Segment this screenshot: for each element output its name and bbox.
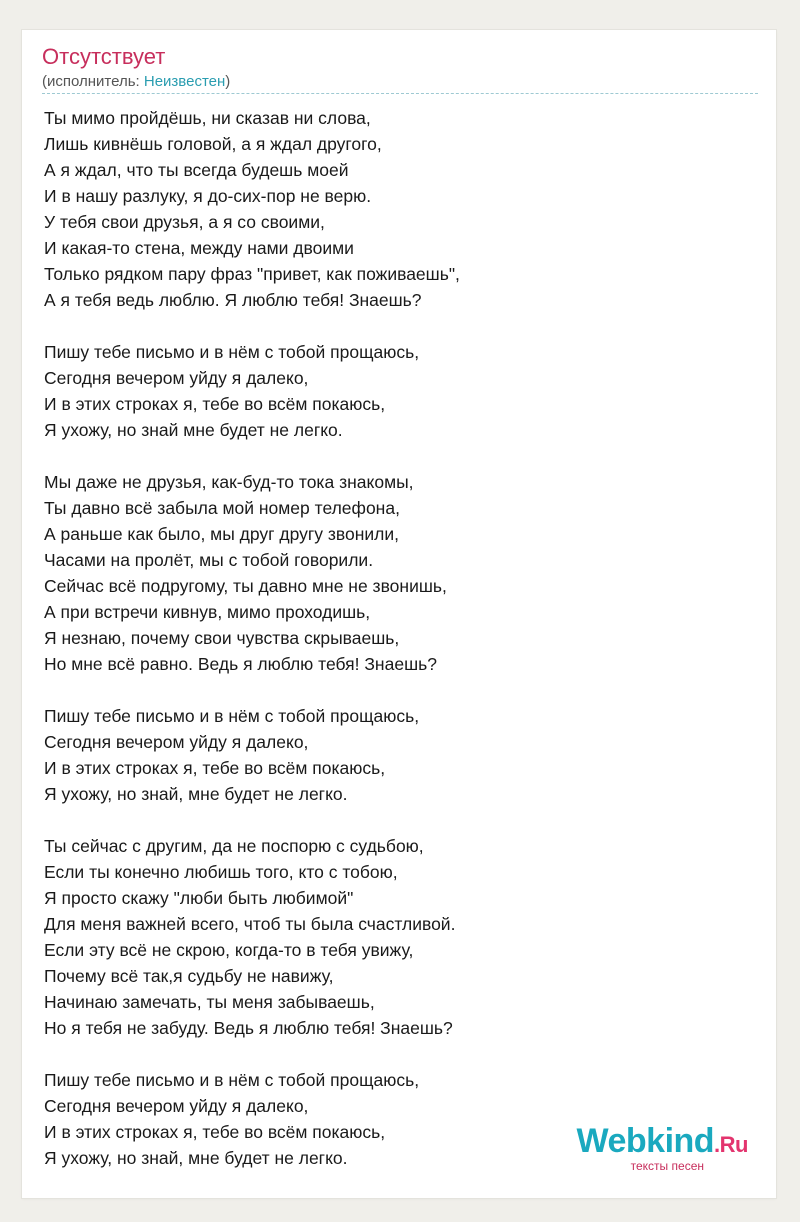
lyric-line: А я ждал, что ты всегда будешь моей: [44, 160, 349, 180]
lyric-line: И в этих строках я, тебе во всём покаюсь,: [44, 758, 386, 778]
lyric-line: Я ухожу, но знай, мне будет не легко.: [44, 784, 348, 804]
lyrics-stanza: [44, 339, 764, 443]
lyrics-card: [22, 30, 776, 1198]
lyric-line: И в нашу разлуку, я до-сих-пор не верю.: [44, 186, 372, 206]
lyric-line: Для меня важней всего, чтоб ты была счастливой.: [44, 914, 456, 934]
lyric-line: Я незнаю, почему свои чувства скрываешь,: [44, 628, 400, 648]
logo-main-text: Webkind: [576, 1122, 715, 1160]
lyric-line: Почему всё так,я судьбу не навижу,: [44, 966, 334, 986]
lyric-line: Лишь кивнёшь головой, а я ждал другого,: [44, 134, 382, 154]
lyrics-stanza: [44, 469, 764, 677]
lyric-line: Сегодня вечером уйду я далеко,: [44, 368, 309, 388]
site-logo[interactable]: [577, 1124, 749, 1172]
lyric-line: Я просто скажу "люби быть любимой": [44, 888, 354, 908]
artist-prefix: (исполнитель:: [42, 73, 144, 90]
logo-tagline: тексты песен: [630, 1159, 704, 1173]
lyric-line: А при встречи кивнув, мимо проходишь,: [44, 602, 371, 622]
logo-wordmark: [577, 1124, 749, 1162]
lyric-line: Но я тебя не забуду. Ведь я люблю тебя! Знаешь?: [44, 1018, 453, 1038]
lyric-line: Ты давно всё забыла мой номер телефона,: [44, 498, 400, 518]
lyric-line: Ты сейчас с другим, да не поспорю с судьбою,: [44, 836, 424, 856]
lyrics-stanza: [44, 105, 764, 313]
lyric-line: И в этих строках я, тебе во всём покаюсь,: [44, 394, 386, 414]
lyric-line: Ты мимо пройдёшь, ни сказав ни слова,: [44, 108, 371, 128]
logo-tld: .Ru: [714, 1132, 748, 1157]
lyric-line: Пишу тебе письмо и в нём с тобой прощаюсь,: [44, 342, 420, 362]
lyrics-stanza: [44, 833, 764, 1041]
lyric-line: Пишу тебе письмо и в нём с тобой прощаюсь,: [44, 706, 420, 726]
lyric-line: Сегодня вечером уйду я далеко,: [44, 1096, 309, 1116]
lyric-line: Я ухожу, но знай мне будет не легко.: [44, 420, 343, 440]
artist-line: [42, 73, 230, 91]
title-divider: [42, 93, 758, 94]
lyric-line: Мы даже не друзья, как-буд-то тока знакомы,: [44, 472, 414, 492]
lyric-line: Сейчас всё подругому, ты давно мне не звонишь,: [44, 576, 447, 596]
lyric-line: Если эту всё не скрою, когда-то в тебя увижу,: [44, 940, 414, 960]
artist-suffix: ): [225, 73, 231, 90]
lyric-line: И в этих строках я, тебе во всём покаюсь,: [44, 1122, 386, 1142]
lyrics-text: [44, 105, 764, 1197]
lyric-line: Часами на пролёт, мы с тобой говорили.: [44, 550, 374, 570]
lyric-line: И какая-то стена, между нами двоими: [44, 238, 354, 258]
lyric-line: А раньше как было, мы друг другу звонили,: [44, 524, 400, 544]
song-title: Отсутствует: [42, 44, 166, 69]
lyric-line: Только рядком пару фраз "привет, как поживаешь",: [44, 264, 460, 284]
lyric-line: Начинаю замечать, ты меня забываешь,: [44, 992, 375, 1012]
lyric-line: Сегодня вечером уйду я далеко,: [44, 732, 309, 752]
lyric-line: У тебя свои друзья, а я со своими,: [44, 212, 325, 232]
lyrics-stanza: [44, 703, 764, 807]
artist-link[interactable]: Неизвестен: [143, 73, 226, 90]
lyric-line: Но мне всё равно. Ведь я люблю тебя! Знаешь?: [44, 654, 437, 674]
lyric-line: А я тебя ведь люблю. Я люблю тебя! Знаешь?: [44, 290, 422, 310]
lyric-line: Я ухожу, но знай, мне будет не легко.: [44, 1148, 348, 1168]
lyric-line: Пишу тебе письмо и в нём с тобой прощаюсь,: [44, 1070, 420, 1090]
lyric-line: Если ты конечно любишь того, кто с тобою,: [44, 862, 398, 882]
